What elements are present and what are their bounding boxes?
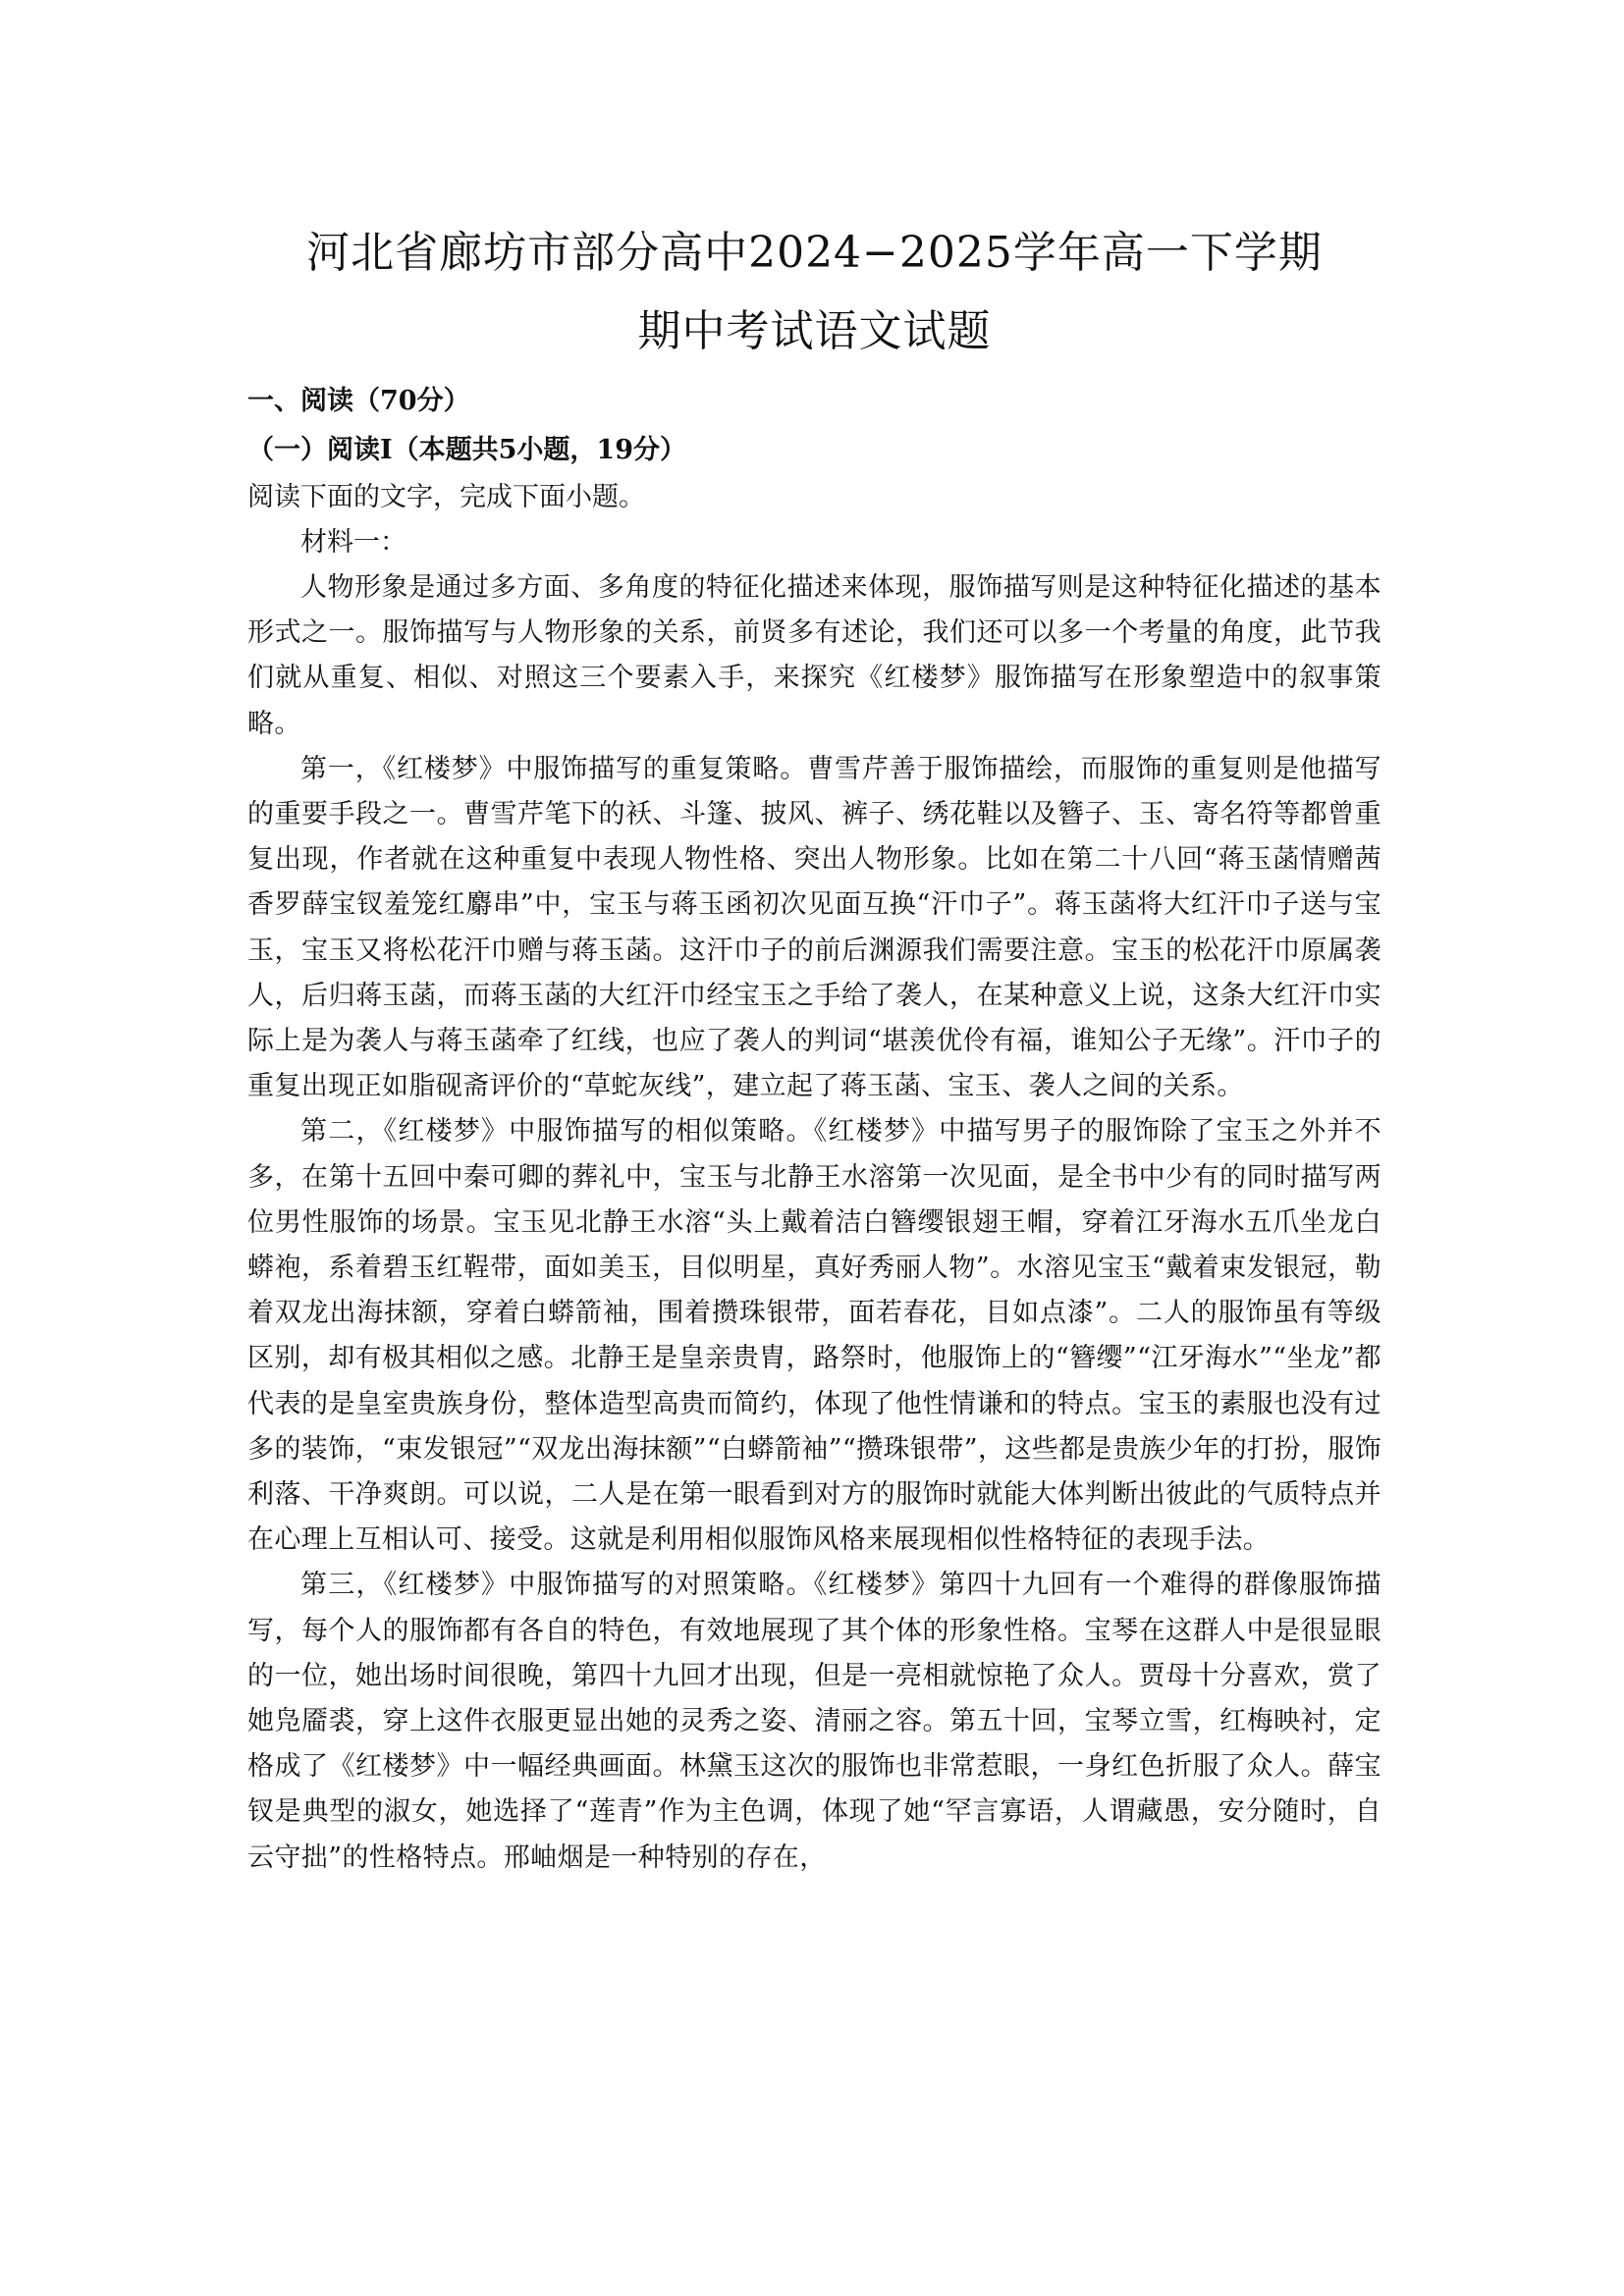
paragraph-intro: 人物形象是通过多方面、多角度的特征化描述来体现，服饰描写则是这种特征化描述的基本形式之一。服饰描写与人物形象的关系，前贤多有述论，我们还可以多一个考量的角度，此节我们就从重复、相似、对照这三个要素入手，来探究《红楼梦》服饰描写在形象塑造中的叙事策略。 (247, 572, 1381, 739)
exam-page (247, 214, 1381, 1881)
exam-title-line-1: 河北省廊坊市部分高中2024−2025学年高一下学期 (306, 228, 1323, 278)
paragraph-repetition: 第一，《红楼梦》中服饰描写的重复策略。曹雪芹善于服饰描绘，而服饰的重复则是他描写的重要手段之一。曹雪芹笔下的袄、斗篷、披风、裤子、绣花鞋以及簪子、玉、寄名符等都曾重复出现，作者就在这种重复中表现人物性格、突出人物形象。比如在第二十八回“蒋玉菡情赠茜香罗薛宝钗羞笼红麝串”中，宝玉与蒋玉函初次见面互换“汗巾子”。蒋玉菡将大红汗巾子送与宝玉，宝玉又将松花汗巾赠与蒋玉菡。这汗巾子的前后渊源我们需要注意。宝玉的松花汗巾原属袭人，后归蒋玉菡，而蒋玉菡的大红汗巾经宝玉之手给了袭人，在某种意义上说，这条大红汗巾实际上是为袭人与蒋玉菡牵了红线，也应了袭人的判词“堪羡优伶有福，谁知公子无缘”。汗巾子的重复出现正如脂砚斋评价的“草蛇灰线”，建立起了蒋玉菡、宝玉、袭人之间的关系。 (247, 753, 1381, 1102)
paragraph-contrast: 第三，《红楼梦》中服饰描写的对照策略。《红楼梦》第四十九回有一个难得的群像服饰描写，每个人的服饰都有各自的特色，有效地展现了其个体的形象性格。宝琴在这群人中是很显眼的一位，她出场时间很晚，第四十九回才出现，但是一亮相就惊艳了众人。贾母十分喜欢，赏了她凫靥裘，穿上这件衣服更显出她的灵秀之姿、清丽之容。第五十回，宝琴立雪，红梅映衬，定格成了《红楼梦》中一幅经典画面。林黛玉这次的服饰也非常惹眼，一身红色折服了众人。薛宝钗是典型的淑女，她选择了“莲青”作为主色调，体现了她“罕言寡语，人谓藏愚，安分随时，自云守拙”的性格特点。邢岫烟是一种特别的存在， (247, 1570, 1381, 1873)
exam-title-line-2: 期中考试语文试题 (637, 306, 992, 356)
section-heading-reading: 一、阅读（70分） (247, 386, 470, 416)
reading-instruction: 阅读下面的文字，完成下面小题。 (247, 482, 645, 512)
sub-heading-reading-1: （一）阅读Ⅰ（本题共5小题，19分） (247, 435, 686, 465)
paragraph-similarity: 第二，《红楼梦》中服饰描写的相似策略。《红楼梦》中描写男子的服饰除了宝玉之外并不多，在第十五回中秦可卿的葬礼中，宝玉与北静王水溶第一次见面，是全书中少有的同时描写两位男性服饰的场景。宝玉见北静王水溶“头上戴着洁白簪缨银翅王帽，穿着江牙海水五爪坐龙白蟒袍，系着碧玉红鞓带，面如美玉，目似明星，真好秀丽人物”。水溶见宝玉“戴着束发银冠，勒着双龙出海抹额，穿着白蟒箭袖，围着攒珠银带，面若春花，目如点漆”。二人的服饰虽有等级区别，却有极其相似之感。北静王是皇亲贵胄，路祭时，他服饰上的“簪缨”“江牙海水”“坐龙”都代表的是皇室贵族身份，整体造型高贵而简约，体现了他性情谦和的特点。宝玉的素服也没有过多的装饰，“束发银冠”“双龙出海抹额”“白蟒箭袖”“攒珠银带”，这些都是贵族少年的打扮，服饰利落、干净爽朗。可以说，二人是在第一眼看到对方的服饰时就能大体判断出彼此的气质特点并在心理上互相认可、接受。这就是利用相似服饰风格来展现相似性格特征的表现手法。 (247, 1116, 1381, 1556)
material-label: 材料一： (300, 527, 406, 558)
